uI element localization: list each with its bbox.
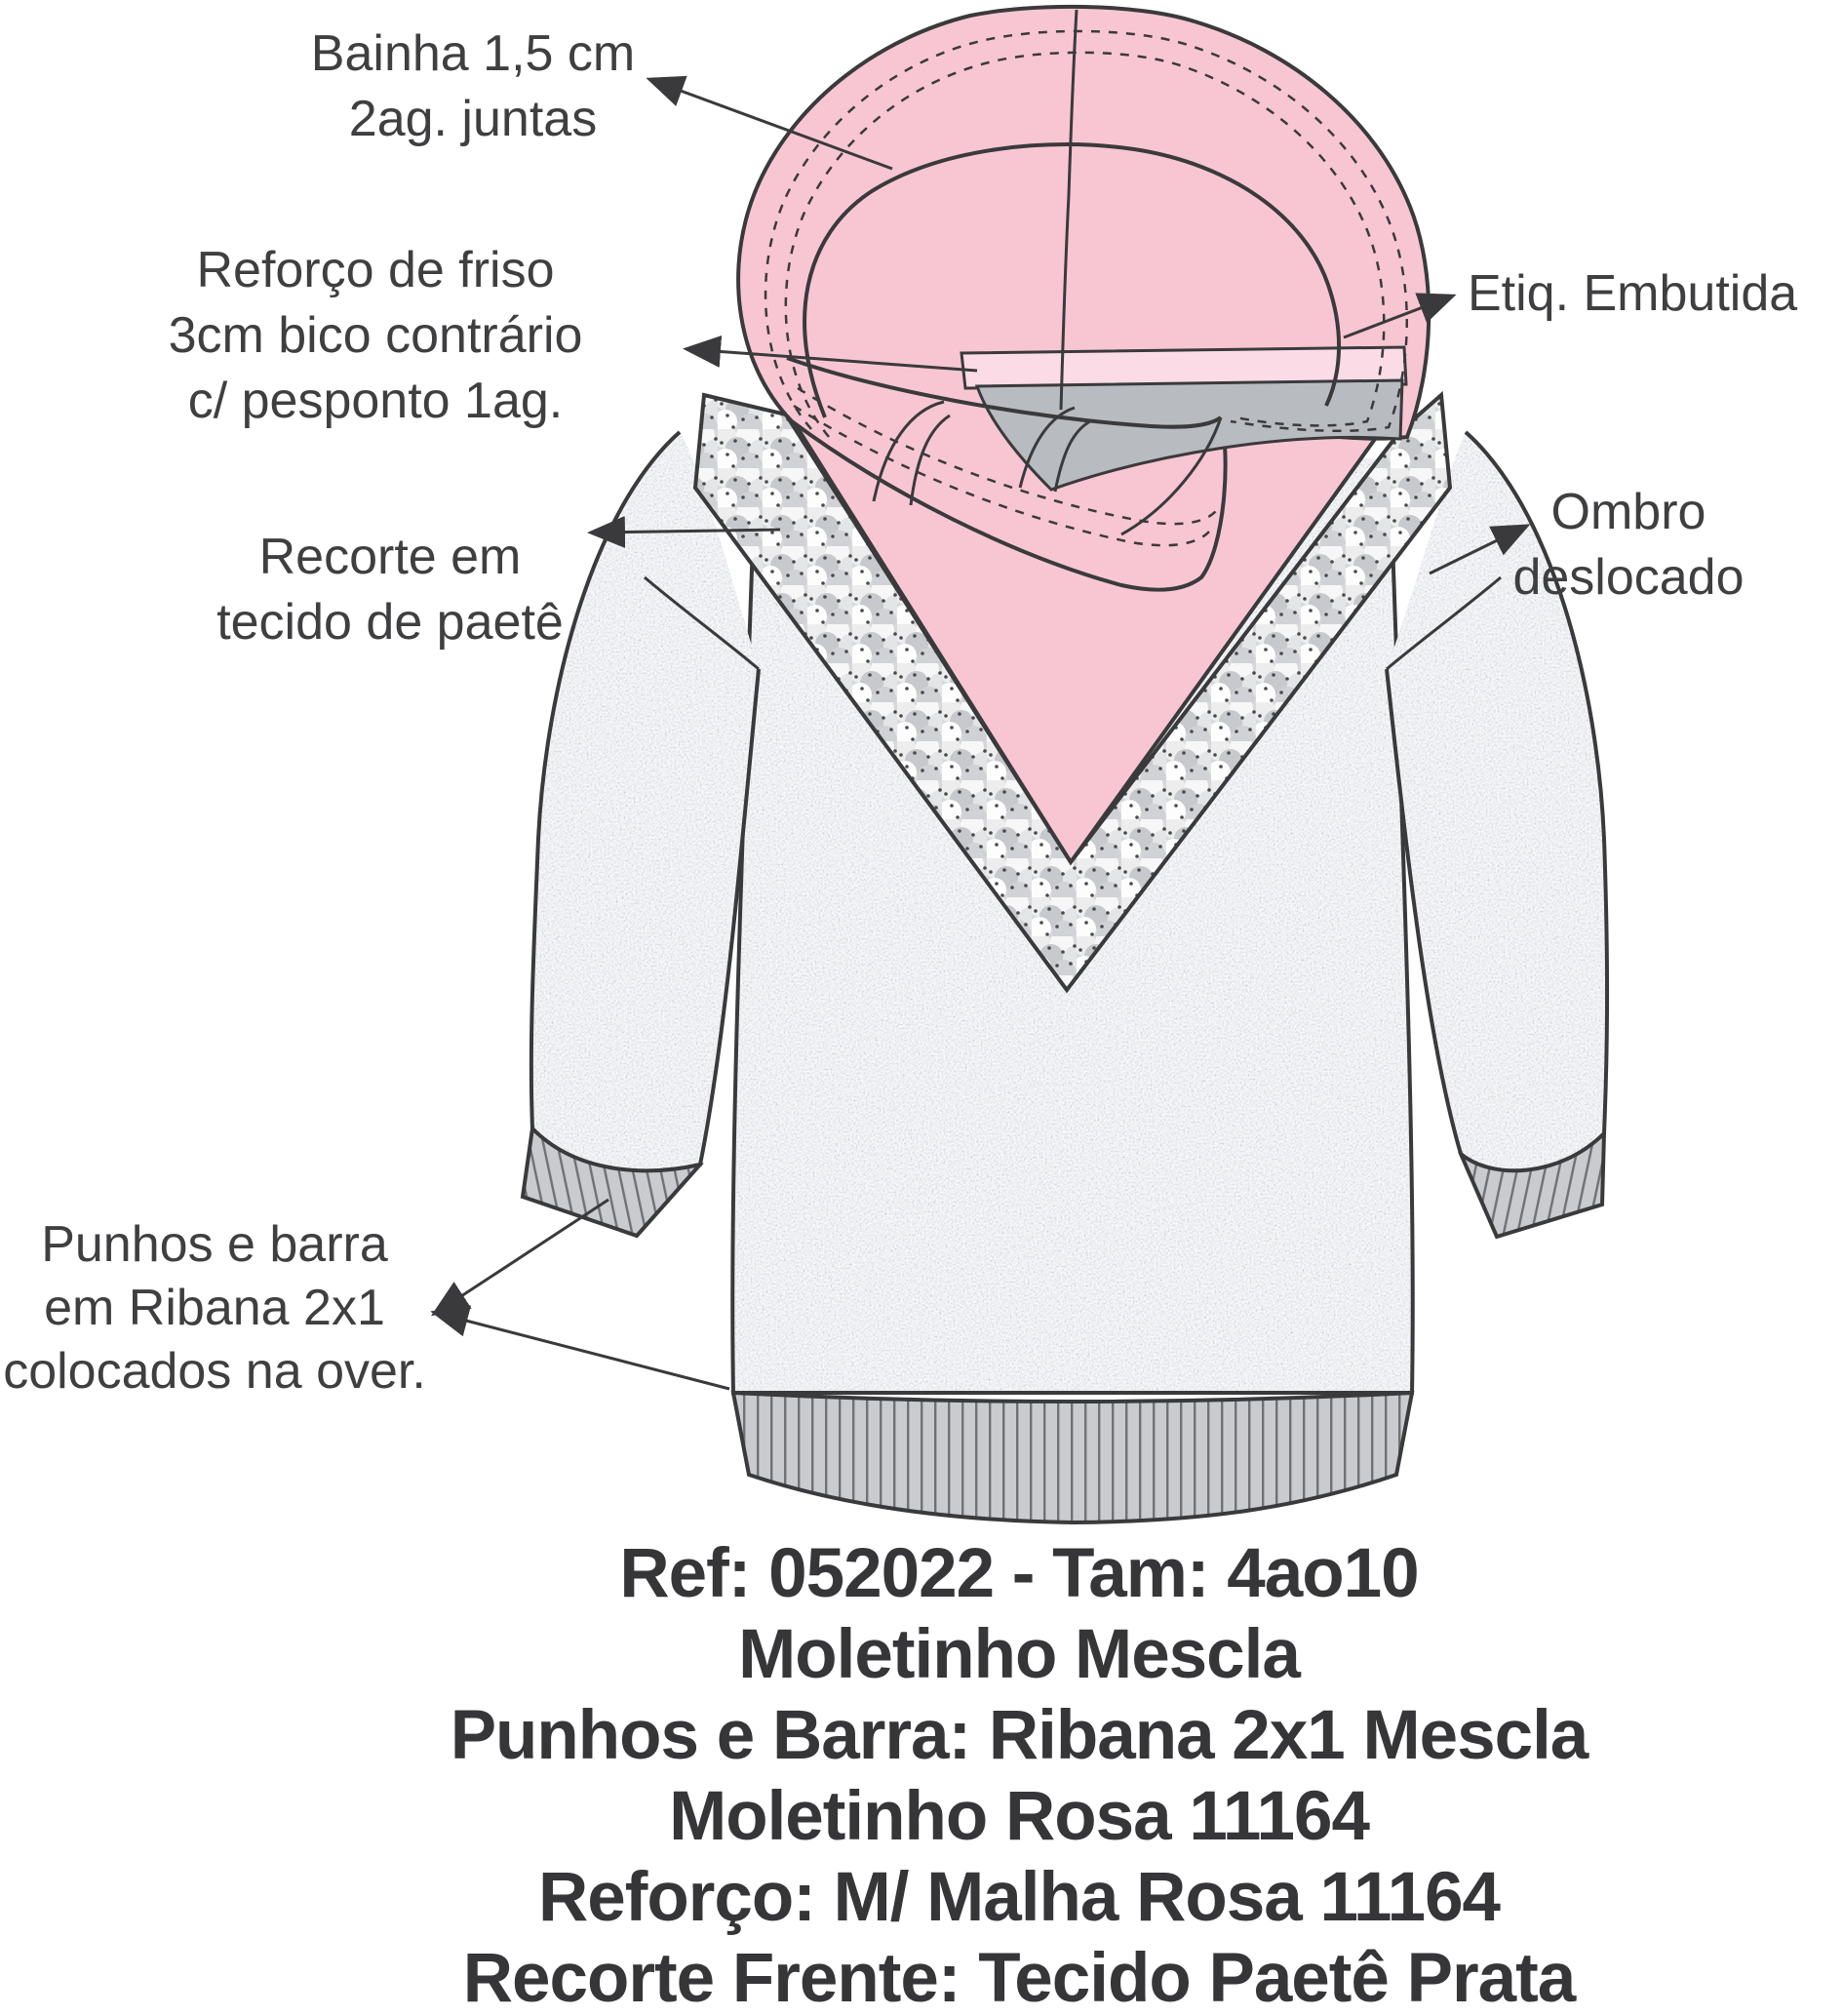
annotation-recorte-line1: Recorte em xyxy=(258,529,522,585)
punhos-hem-arrow xyxy=(436,1313,729,1389)
annotation-ombro xyxy=(1463,480,1794,611)
spec-footer-fabric-pink: Moletinho Rosa 11164 xyxy=(669,1778,1369,1855)
annotation-reforco-line1: Reforço de friso xyxy=(196,242,555,298)
spec-footer-front-cut: Recorte Frente: Tecido Paetê Prata xyxy=(462,1940,1576,2016)
annotation-punhos xyxy=(0,1213,429,1403)
annotation-etiqueta xyxy=(1468,261,1843,327)
annotation-bainha-line2: 2ag. juntas xyxy=(348,91,598,147)
spec-footer xyxy=(137,1533,1843,2016)
annotation-ombro-line1: Ombro xyxy=(1550,484,1706,540)
annotation-recorte xyxy=(117,525,663,655)
annotation-bainha-line1: Bainha 1,5 cm xyxy=(310,25,636,82)
annotation-punhos-line3: colocados na over. xyxy=(3,1343,426,1400)
punhos-cuff-arrow xyxy=(436,1200,608,1313)
annotation-reforco-line3: c/ pesponto 1ag. xyxy=(187,373,564,429)
spec-footer-rib: Punhos e Barra: Ribana 2x1 Mescla xyxy=(450,1697,1588,1774)
hem-rib-band xyxy=(733,1393,1412,1522)
annotation-etiqueta-line1: Etiq. Embutida xyxy=(1468,265,1798,322)
annotation-reforco-line2: 3cm bico contrário xyxy=(168,307,583,364)
annotation-reforco xyxy=(107,238,644,434)
spec-footer-fabric: Moletinho Mescla xyxy=(738,1616,1300,1693)
spec-footer-ref-tam: Ref: 052022 - Tam: 4ao10 xyxy=(619,1535,1419,1612)
annotation-ombro-line2: deslocado xyxy=(1512,549,1745,606)
annotation-bainha xyxy=(263,21,683,152)
annotation-recorte-line2: tecido de paetê xyxy=(216,594,564,651)
annotation-punhos-line1: Punhos e barra xyxy=(41,1216,388,1273)
annotation-punhos-line2: em Ribana 2x1 xyxy=(44,1280,385,1336)
spec-footer-reinforce: Reforço: M/ Malha Rosa 11164 xyxy=(537,1859,1501,1936)
